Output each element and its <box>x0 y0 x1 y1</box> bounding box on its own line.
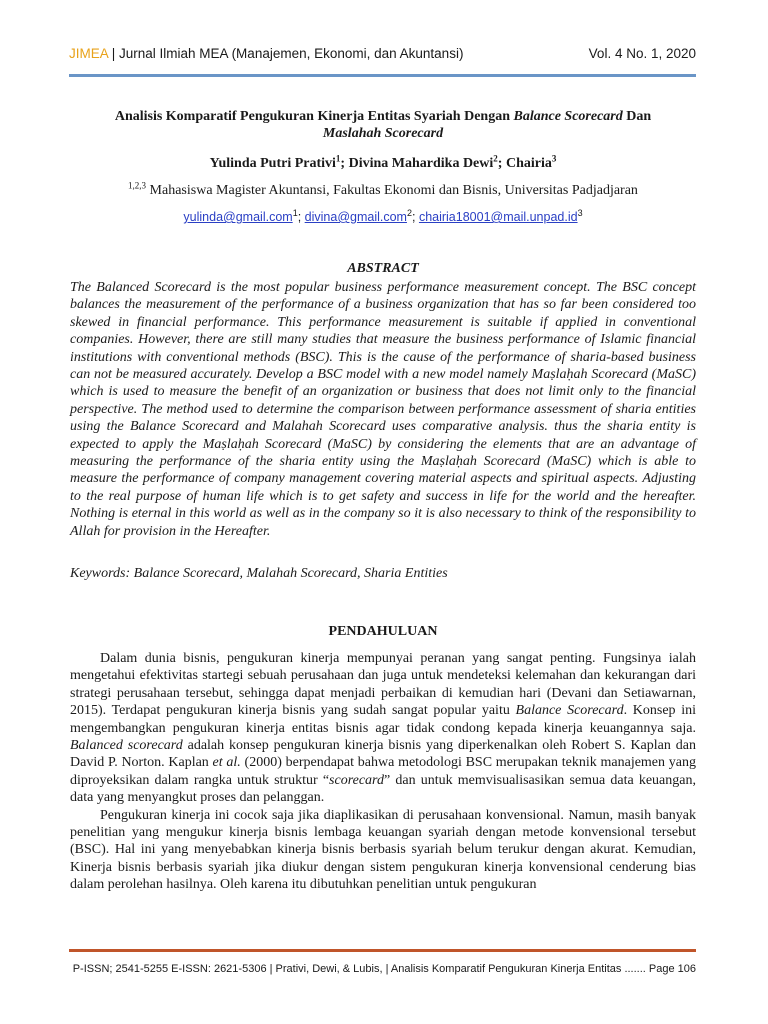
keywords: Keywords: Balance Scorecard, Malahah Scorecard, Sharia Entities <box>70 566 448 581</box>
section-body <box>70 650 696 894</box>
email-link[interactable]: chairia18001@mail.unpad.id <box>418 210 578 224</box>
author-list <box>70 153 696 172</box>
author: Yulinda Putri Prativi$^1$; <box>209 153 349 171</box>
paragraph: Dalam dunia bisnis, pengukuran kinerja mempunyai peranan yang sangat penting. Fungsinya ialah mengetahui efektivitas startegi sebuah perusahaan dan juga untuk mendeteksi kelemahan dan kekurangan dari strategi perusahaan tersebut, sehingga dapat menjadi perbaikan di kemudian hari (Devani dan Setiawarnan, 2015). Terdapat pengukuran kinerja bisnis yang sudah sangat popular yaitu Balance Scorecard. Konsep ini mengembangkan pengukuran kinerja entitas bisnis agar tidak condong kepada kinerja keuangannya saja. Balanced scorecard adalah konsep pengukuran kinerja bisnis yang diperkenalkan oleh Robert S. Kaplan dan David P. Norton. Kaplan et al. (2000) berpendapat bahwa metodologi BSC merupakan teknik manajemen yang diproyeksikan dalam rangka untuk struktur “scorecard” dan untuk memvisualisasikan semua data keuangan, data yang menyangkut proses dan pelanggan. <box>70 651 696 806</box>
journal-name <box>69 46 463 61</box>
header-rule <box>69 74 696 77</box>
paper-title <box>70 108 696 142</box>
title-italic: Maslahah Scorecard <box>322 126 444 141</box>
abstract-heading: ABSTRACT <box>347 261 419 276</box>
affiliation: $^{1,2,3}$ Mahasiswa Magister Akuntansi, Fakultas Ekonomi dan Bisnis, Universitas Padjadjaran <box>128 180 638 198</box>
title-text: Analisis Komparatif Pengukuran Kinerja Entitas Syariah Dengan <box>114 109 514 124</box>
journal-acronym: JIMEA <box>69 46 109 61</box>
title-text: Dan <box>622 109 652 124</box>
title-italic: Balance Scorecard <box>513 109 623 124</box>
email-list: yulinda@gmail.com$^1$; divina@gmail.com$^2$; $chairia18001@mail.unpad.id^3$ <box>183 207 583 224</box>
running-header <box>69 44 696 66</box>
section-heading: PENDAHULUAN <box>328 624 438 639</box>
page-footer: P-ISSN; 2541-5255 E-ISSN: 2621-5306 | Prativi, Dewi, & Lubis, | Analisis Komparatif Pengukuran Kinerja Entitas ....... Page 106 <box>72 963 696 975</box>
author: Divina Mahardika Dewi$^2$; <box>348 153 506 171</box>
author: Chairia$^3$ <box>505 153 557 171</box>
footer-rule <box>69 949 696 952</box>
abstract-text: The Balanced Scorecard is the most popular business performance measurement concept. The BSC concept balances the measurement of the performance of a business organization that has so far been considered too skewed in financial performance. This performance measurement is suitable if applied in conventional companies. However, there are still many studies that measure the business performance of Islamic financial institutions with conventional methods (BSC). This is the cause of the performance of sharia-based business can not be measured accurately. Develop a BSC model with a new model namely Maṣlaḥah Scorecard (MaSC) which is used to measure the benefit of an organization or business that does not limit only to the financial perspective. The method used to determine the comparison between performance assessment of sharia entities using the Balance Scorecard and Malahah Scorecard uses comparative analysis. thus the sharia entity is expected to apply the Maṣlaḥah Scorecard (MaSC) by considering the elements that are an advantage of measuring the performance of the sharia entity using the Maṣlaḥah Scorecard (MaSC) which is able to measure the performance of company management covering material aspects and spiritual aspects. Adjusting to the real purpose of human life which is to get safety and success in life for the world and the hereafter. Nothing is eternal in this world as well as in the company so it is also necessary to think of the responsibility to Allah for provision in the Hereafter. <box>70 280 696 539</box>
journal-full-name: | Jurnal Ilmiah MEA (Manajemen, Ekonomi, dan Akuntansi) <box>108 46 464 61</box>
email-link[interactable]: divina@gmail.com <box>304 210 407 224</box>
journal-volume: Vol. 4 No. 1, 2020 <box>588 46 696 61</box>
paragraph: Pengukuran kinerja ini cocok saja jika diaplikasikan di perusahaan konvensional. Namun, masih banyak penelitian yang mengukur kinerja bisnis lembaga keuangan syariah dengan metode konvensional tersebut (BSC). Hal ini yang menyebabkan kinerja bisnis berbasis syariah belum terukur dengan akurat. Kemudian, Kinerja bisnis berbasis syariah jika diukur dengan sistem pengukuran kinerja konvensional cenderung bias dalam perolehan hasilnya. Oleh karena itu dibutuhkan penelitian untuk pengukuran <box>70 807 696 893</box>
email-link[interactable]: yulinda@gmail.com <box>183 210 293 224</box>
